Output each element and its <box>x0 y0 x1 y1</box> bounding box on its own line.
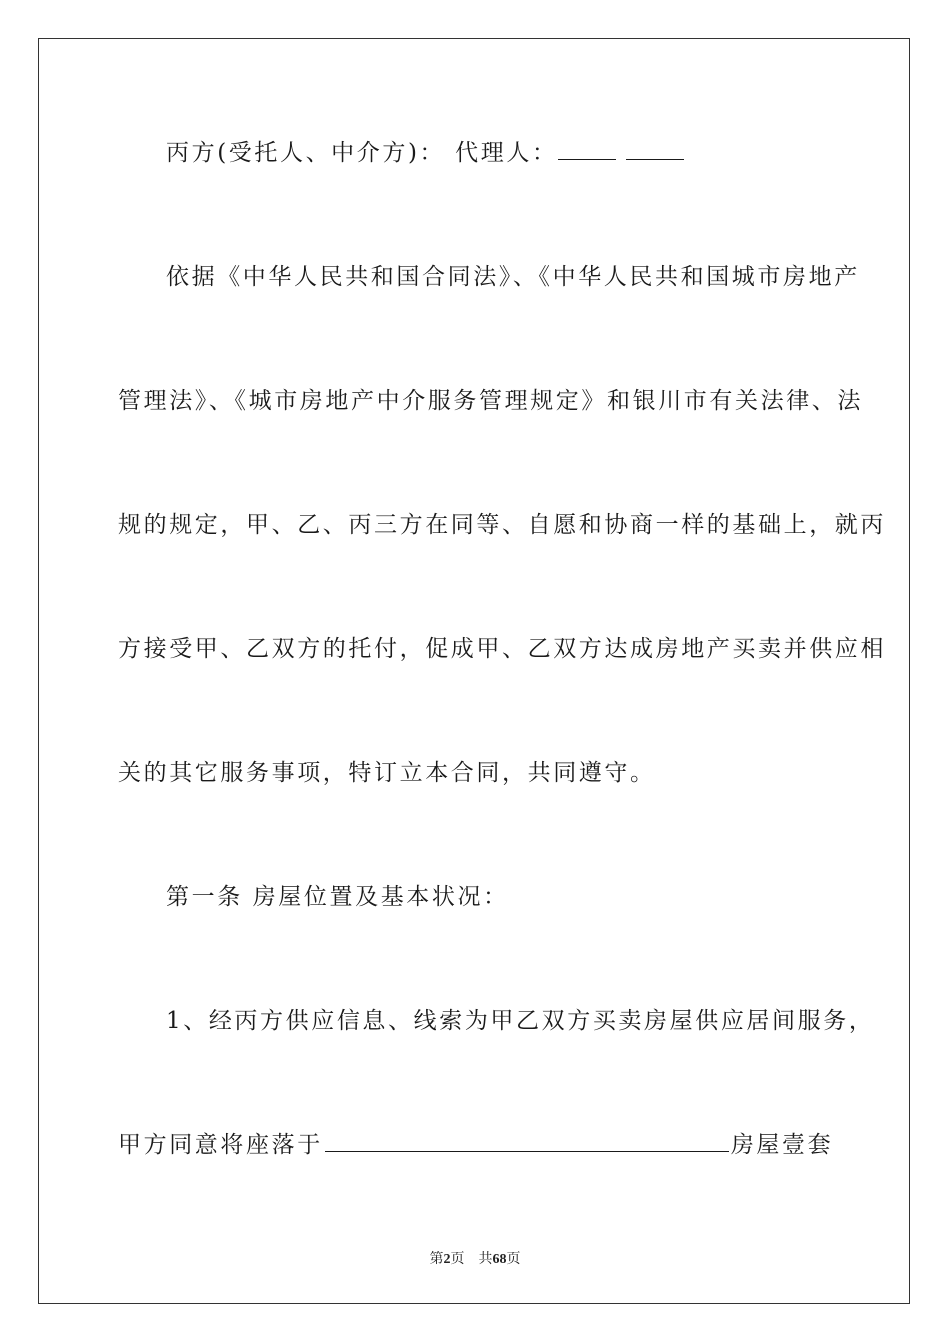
page-footer <box>0 1248 950 1268</box>
page-border <box>38 38 910 1304</box>
location-prefix: 甲方同意将座落于 <box>118 1132 323 1158</box>
page-prefix: 第 <box>429 1252 444 1267</box>
article-1-title: 第一条 房屋位置及基本状况： <box>166 884 509 910</box>
basis-line-5: 关的其它服务事项，特订立本合同，共同遵守。 <box>118 760 656 786</box>
agent-blank-1 <box>558 139 616 160</box>
agent-blank-2 <box>626 139 684 160</box>
party-c-line <box>166 138 838 168</box>
total-suffix: 页 <box>506 1252 521 1267</box>
basis-line-2: 管理法》、《城市房地产中介服务管理规定》和银川市有关法律、法 <box>118 388 863 414</box>
basis-line-3: 规的规定，甲、乙、丙三方在同等、自愿和协商一样的基础上，就丙 <box>118 512 886 538</box>
item-1-line-2 <box>118 1130 838 1160</box>
total-page-number: 68 <box>492 1252 507 1267</box>
party-c-label: 丙方(受托人、中介方)： <box>166 140 446 166</box>
location-blank <box>325 1131 729 1152</box>
current-page-number: 2 <box>443 1252 451 1267</box>
location-suffix: 房屋壹套 <box>730 1132 834 1158</box>
basis-line-1: 依据《中华人民共和国合同法》、《中华人民共和国城市房地产 <box>166 264 860 290</box>
page-suffix: 页 <box>450 1252 465 1267</box>
total-prefix: 共 <box>478 1252 493 1267</box>
agent-label: 代理人： <box>455 140 558 166</box>
item-1-line-1: 1、经丙方供应信息、线索为甲乙双方买卖房屋供应居间服务， <box>166 1008 875 1034</box>
basis-line-4: 方接受甲、乙双方的托付，促成甲、乙双方达成房地产买卖并供应相 <box>118 636 886 662</box>
